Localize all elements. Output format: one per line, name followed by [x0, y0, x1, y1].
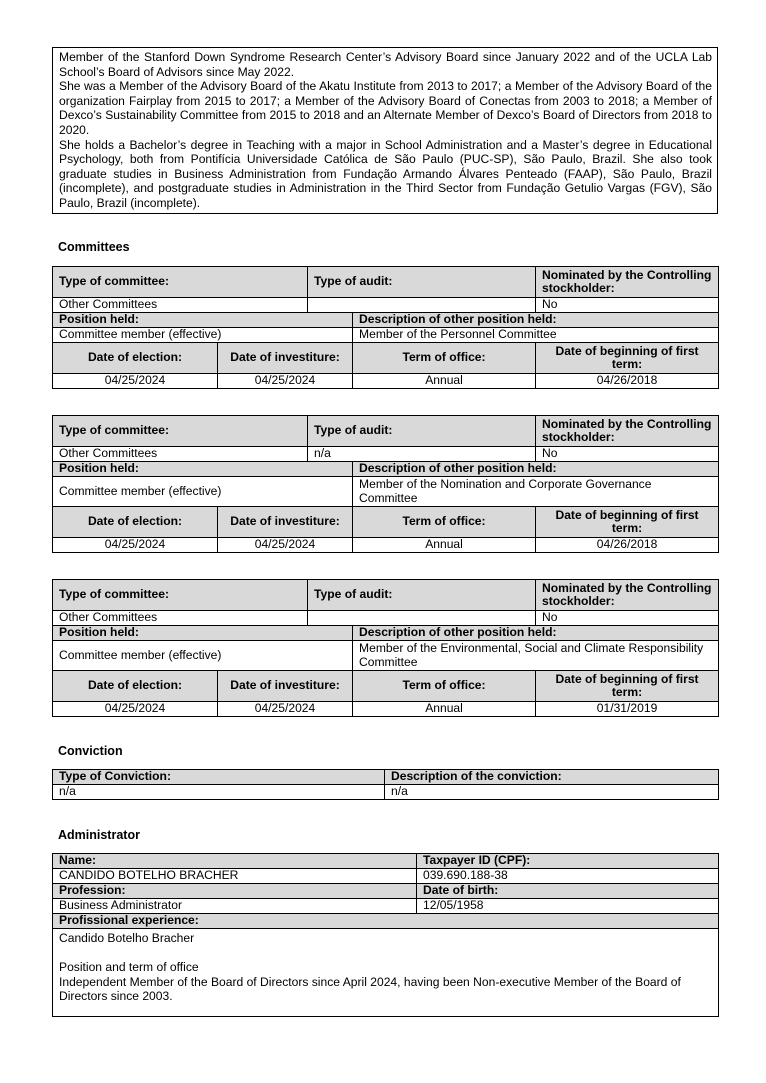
term-office-value: Annual [353, 538, 536, 553]
type-of-audit-value [308, 611, 536, 626]
taxpayer-id-label: Taxpayer ID (CPF): [417, 854, 719, 869]
professional-experience-value [53, 929, 719, 1017]
profession-label: Profession: [53, 884, 417, 899]
date-beginning-label: Date of beginning of first term: [536, 671, 719, 702]
position-held-label: Position held: [53, 626, 353, 641]
name-label: Name: [53, 854, 417, 869]
type-of-audit-label: Type of audit: [308, 267, 536, 298]
date-beginning-value: 04/26/2018 [536, 538, 719, 553]
nominated-value: No [536, 611, 719, 626]
description-other-value: Member of the Nomination and Corporate Governance Committee [353, 477, 719, 507]
date-investiture-label: Date of investiture: [218, 507, 353, 538]
position-held-label: Position held: [53, 313, 353, 328]
date-election-value: 04/25/2024 [53, 538, 218, 553]
type-of-conviction-label: Type of Conviction: [53, 770, 385, 785]
description-other-label: Description of other position held: [353, 626, 719, 641]
administrator-heading: Administrator [58, 828, 140, 842]
description-other-value: Member of the Personnel Committee [353, 328, 719, 343]
nominated-value: No [536, 298, 719, 313]
type-of-conviction-value: n/a [53, 785, 385, 800]
conviction-heading: Conviction [58, 744, 123, 758]
date-election-value: 04/25/2024 [53, 702, 218, 717]
bio-paragraph: She was a Member of the Advisory Board of the Akatu Institute from 2013 to 2017; a Member of the Advisory Board of the organization Fairplay from 2015 to 2017; a Member of the Advisory Board of Conectas from 2003 to 2018; a Member of Dexco’s Sustainability Committee from 2015 to 2018 and an Alternate Member of Dexco’s Board of Directors from 2018 to 2020. [59, 79, 712, 137]
bio-paragraph: Member of the Stanford Down Syndrome Research Center’s Advisory Board since January 2022 and of the UCLA Lab School’s Board of Advisors since May 2022. [59, 50, 712, 79]
term-office-label: Term of office: [353, 507, 536, 538]
type-of-audit-label: Type of audit: [308, 416, 536, 447]
bio-paragraph: She holds a Bachelor’s degree in Teaching with a major in School Administration and a Master’s degree in Educational Psychology, both from Pontifícia Universidade Católica de São Paulo (PUC-SP), São Paulo, Brazil. She also took graduate studies in Business Administration from Fundação Armando Álvares Penteado (FAAP), São Paulo, Brazil (incomplete), and postgraduate studies in Administration in the Third Sector from Fundação Getulio Vargas (FGV), São Paulo, Brazil (incomplete). [59, 137, 712, 210]
type-of-committee-label: Type of committee: [53, 416, 308, 447]
position-held-label: Position held: [53, 462, 353, 477]
type-of-committee-label: Type of committee: [53, 267, 308, 298]
date-investiture-value: 04/25/2024 [218, 538, 353, 553]
committee-table [52, 579, 719, 717]
taxpayer-id-value: 039.690.188-38 [417, 869, 719, 884]
description-other-label: Description of other position held: [353, 313, 719, 328]
type-of-committee-label: Type of committee: [53, 580, 308, 611]
date-of-birth-value: 12/05/1958 [417, 899, 719, 914]
position-held-value: Committee member (effective) [53, 641, 353, 671]
date-election-label: Date of election: [53, 507, 218, 538]
experience-person-name: Candido Botelho Bracher [59, 931, 195, 945]
type-of-committee-value: Other Committees [53, 447, 308, 462]
date-beginning-value: 04/26/2018 [536, 374, 719, 389]
date-beginning-value: 01/31/2019 [536, 702, 719, 717]
nominated-label: Nominated by the Controlling stockholder: [536, 416, 719, 447]
professional-experience-label: Profissional experience: [53, 914, 719, 929]
date-of-birth-label: Date of birth: [417, 884, 719, 899]
description-other-label: Description of other position held: [353, 462, 719, 477]
conviction-table [52, 769, 719, 800]
date-beginning-label: Date of beginning of first term: [536, 507, 719, 538]
term-office-label: Term of office: [353, 343, 536, 374]
type-of-committee-value: Other Committees [53, 611, 308, 626]
description-other-value: Member of the Environmental, Social and Climate Responsibility Committee [353, 641, 719, 671]
description-conviction-label: Description of the conviction: [385, 770, 719, 785]
date-election-label: Date of election: [53, 343, 218, 374]
committees-heading: Committees [58, 240, 130, 254]
date-investiture-label: Date of investiture: [218, 671, 353, 702]
type-of-audit-value: n/a [308, 447, 536, 462]
term-office-label: Term of office: [353, 671, 536, 702]
committee-table [52, 415, 719, 553]
biography-box [52, 47, 718, 214]
committee-table [52, 266, 719, 389]
type-of-audit-value [308, 298, 536, 313]
name-value: CANDIDO BOTELHO BRACHER [53, 869, 417, 884]
date-beginning-label: Date of beginning of first term: [536, 343, 719, 374]
date-investiture-label: Date of investiture: [218, 343, 353, 374]
experience-subheading: Position and term of office [59, 960, 199, 975]
nominated-label: Nominated by the Controlling stockholder: [536, 580, 719, 611]
nominated-value: No [536, 447, 719, 462]
type-of-audit-label: Type of audit: [308, 580, 536, 611]
date-election-label: Date of election: [53, 671, 218, 702]
position-held-value: Committee member (effective) [53, 477, 353, 507]
date-investiture-value: 04/25/2024 [218, 374, 353, 389]
administrator-table [52, 853, 719, 1017]
term-office-value: Annual [353, 374, 536, 389]
type-of-committee-value: Other Committees [53, 298, 308, 313]
date-investiture-value: 04/25/2024 [218, 702, 353, 717]
profession-value: Business Administrator [53, 899, 417, 914]
date-election-value: 04/25/2024 [53, 374, 218, 389]
description-conviction-value: n/a [385, 785, 719, 800]
position-held-value: Committee member (effective) [53, 328, 353, 343]
nominated-label: Nominated by the Controlling stockholder: [536, 267, 719, 298]
experience-text: Independent Member of the Board of Directors since April 2024, having been Non-executive Member of the Board of Directors since 2003. [59, 974, 681, 1004]
term-office-value: Annual [353, 702, 536, 717]
